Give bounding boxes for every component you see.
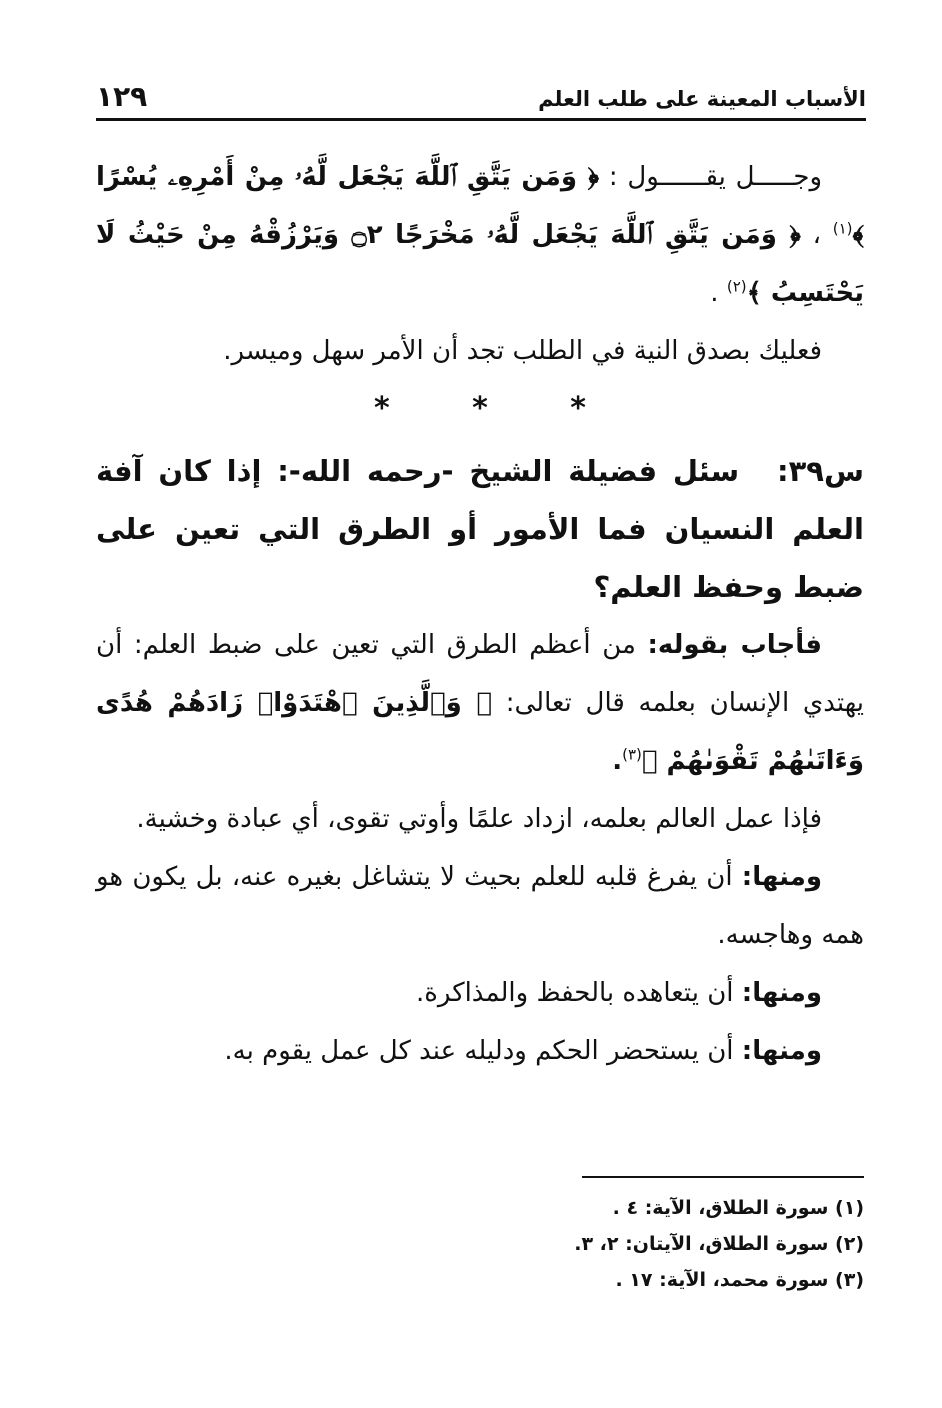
verse-talaq-4: ﴿ وَمَن يَتَّقِ ٱللَّهَ يَجْعَل لَّهُۥ مِنْ أَمْرِهِۦ يُسْرًا ﴾ bbox=[96, 162, 865, 250]
footnote-1: (١) سورة الطلاق، الآية: ٤ . bbox=[612, 1197, 864, 1219]
footnote-rule bbox=[582, 1176, 864, 1178]
header-rule bbox=[96, 118, 866, 121]
answer-paragraph bbox=[96, 616, 864, 790]
page-number: ١٢٩ bbox=[96, 80, 148, 113]
main-text bbox=[96, 148, 864, 1080]
verse-talaq-2-3: ﴿ وَمَن يَتَّقِ ٱللَّهَ يَجْعَل لَّهُۥ مَخْرَجًا ۝٢ وَيَرْزُقْهُ مِنْ حَيْثُ لَا يَحْتَسِبُ ﴾ bbox=[96, 220, 864, 308]
footnote-mark-1: (١) bbox=[832, 219, 853, 238]
item-text: أن يفرغ قلبه للعلم بحيث لا يتشاغل بغيره عنه، بل يكون هو همه وهاجسه. bbox=[96, 862, 864, 950]
paragraph-review bbox=[96, 964, 864, 1022]
footnote-3: (٣) سورة محمد، الآية: ١٧ . bbox=[615, 1269, 864, 1291]
question-39 bbox=[96, 442, 864, 616]
quote-lead: وجـــــل يقــــــول : bbox=[608, 162, 822, 192]
paragraph-sincerity: فعليك بصدق النية في الطلب تجد أن الأمر سهل وميسر. bbox=[223, 336, 822, 366]
item-label: ومنها: bbox=[741, 862, 822, 892]
item-text: أن يستحضر الحكم ودليله عند كل عمل يقوم به. bbox=[224, 1036, 734, 1066]
period: . bbox=[612, 746, 623, 776]
footnote-2: (٢) سورة الطلاق، الآيتان: ٢، ٣. bbox=[574, 1233, 864, 1255]
period: . bbox=[710, 278, 719, 308]
answer-label: فأجاب بقوله: bbox=[647, 630, 823, 660]
item-text: أن يتعاهده بالحفظ والمذاكرة. bbox=[415, 978, 734, 1008]
paragraph-knowledge-action: فإذا عمل العالم بعلمه، ازداد علمًا وأوتي تقوى، أي عبادة وخشية. bbox=[136, 804, 822, 834]
paragraph-free-heart bbox=[96, 848, 864, 964]
verse-muhammad-17: ﴿ وَٱلَّذِينَ ٱهْتَدَوْا۟ زَادَهُمْ هُدًى وَءَاتَىٰهُمْ تَقْوَىٰهُمْ ﴾ bbox=[96, 688, 864, 776]
question-text: سئل فضيلة الشيخ -رحمه الله-: إذا كان آفة العلم النسيان فما الأمور أو الطرق التي تعين على ضبط وحفظ العلم؟ bbox=[96, 454, 864, 604]
divider-star: * bbox=[570, 391, 586, 426]
item-label: ومنها: bbox=[741, 1036, 822, 1066]
question-label: س٣٩: bbox=[776, 454, 864, 488]
answer-text: من أعظم الطرق التي تعين على ضبط العلم: أن يهتدي الإنسان بعلمه قال تعالى: bbox=[96, 630, 865, 718]
section-divider bbox=[96, 380, 864, 438]
divider-star: * bbox=[373, 391, 390, 426]
footnote-mark-2: (٢) bbox=[726, 277, 747, 296]
paragraph-verse-quote bbox=[96, 148, 864, 322]
running-title: الأسباب المعينة على طلب العلم bbox=[538, 87, 866, 111]
divider-star: * bbox=[472, 391, 488, 426]
footnotes bbox=[364, 1190, 864, 1298]
comma: ، bbox=[812, 220, 822, 250]
footnote-mark-3: (٣) bbox=[622, 745, 642, 764]
page-header bbox=[96, 74, 866, 114]
paragraph-evidence bbox=[96, 1022, 864, 1080]
item-label: ومنها: bbox=[741, 978, 822, 1008]
